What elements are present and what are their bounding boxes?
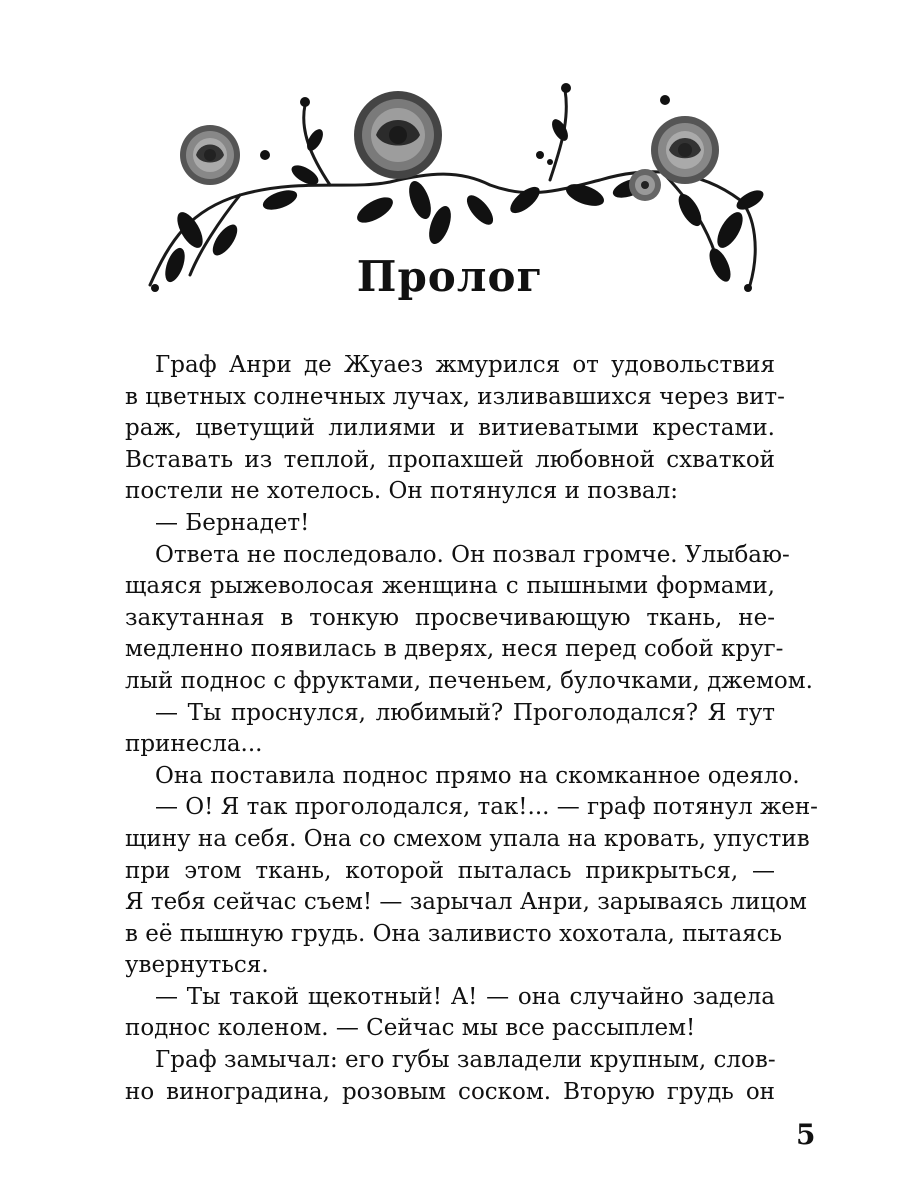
- text-line: в её пышную грудь. Она заливисто хохотала, пытаясь: [125, 920, 783, 947]
- text-line: Граф Анри де Жуаез жмурился от удовольствия: [155, 352, 775, 378]
- text-line: в цветных солнечных лучах, изливавшихся через вит-: [125, 383, 785, 410]
- text-line: щаяся рыжеволосая женщина с пышными формами,: [125, 573, 775, 600]
- text-line: принесла...: [125, 731, 263, 758]
- text-line: щину на себя. Она со смехом упала на кровать, упустив: [125, 825, 810, 852]
- page-body-text: [125, 350, 818, 1108]
- text-line: — Бернадет!: [155, 509, 310, 536]
- text-line: закутанная в тонкую просвечивающую ткань, не-: [125, 604, 775, 631]
- text-line: раж, цветущий лилиями и витиеватыми крестами.: [125, 415, 775, 442]
- chapter-title: Пролог: [356, 252, 544, 301]
- text-line: Ответа не последовало. Он позвал громче. Улыбаю-: [155, 541, 790, 568]
- text-line: — О! Я так проголодался, так!... — граф потянул жен-: [155, 794, 818, 821]
- text-line: Я тебя сейчас съем! — зарычал Анри, зарываясь лицом: [125, 889, 807, 916]
- text-line: Граф замычал: его губы завладели крупным, слов-: [155, 1047, 776, 1074]
- text-line: поднос коленом. — Сейчас мы все рассыплем!: [125, 1015, 696, 1042]
- text-line: но виноградина, розовым соском. Вторую грудь он: [125, 1078, 775, 1105]
- text-line: — Ты такой щекотный! А! — она случайно задела: [155, 983, 775, 1010]
- page-number: 5: [796, 1118, 816, 1151]
- text-line: медленно появилась в дверях, неся перед собой круг-: [125, 636, 784, 663]
- text-line: при этом ткань, которой пыталась прикрыться, —: [125, 857, 775, 884]
- text-line: Вставать из теплой, пропахшей любовной схваткой: [125, 446, 775, 473]
- text-line: лый поднос с фруктами, печеньем, булочками, джемом.: [125, 667, 813, 694]
- text-line: постели не хотелось. Он потянулся и позвал:: [125, 478, 678, 505]
- text-line: увернуться.: [125, 952, 269, 979]
- text-line: — Ты проснулся, любимый? Проголодался? Я тут: [155, 699, 775, 726]
- text-line: Она поставила поднос прямо на скомканное одеяло.: [155, 762, 800, 789]
